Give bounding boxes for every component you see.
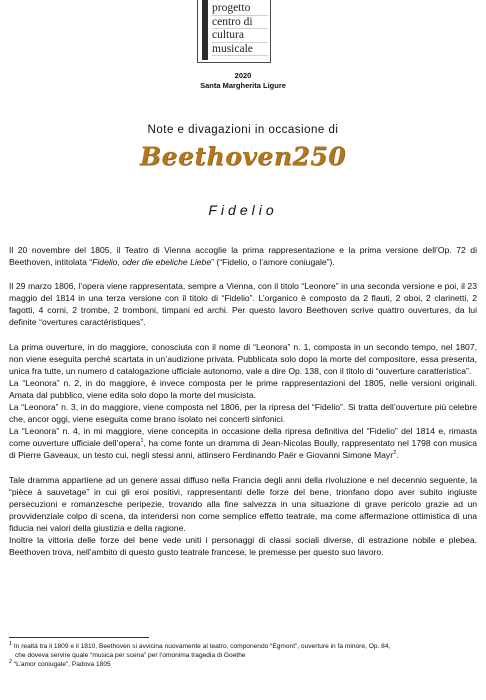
note-title: Note e divagazioni in occasione di [147, 124, 339, 136]
header-place: Santa Margherita Ligure [200, 81, 286, 90]
footnote-ref-2[interactable]: 2 [393, 450, 397, 457]
paragraph-1-italic: Fidelio, oder die ebeliche Liebe [92, 257, 212, 268]
logo [197, 0, 271, 63]
logo-line-3: cultura [212, 29, 268, 43]
paragraph-2: Il 29 marzo 1806, l’opera viene rappresentata, sempre a Vienna, con il titolo “Leonore” in una seconda versione e poi, il 23 maggio del 1814 in una terza versione con il titolo di “Fidelio”. L’organico è composto da 2 flauti, 2 oboi, 2 clarinetti, 2 fagotti, 4 corni, 2 trombe, 2 tromboni, timpani ed archi. Per questo lavoro Beethoven scrive quattro ouvertures, da lui definite “overtures caractéristiques”. [9, 281, 477, 328]
paragraph-3c: La “Leonora” n. 3, in do maggiore, viene composta nel 1806, per la ripresa del “Fidelio”. Si tratta dell’ouverture più celebre che, ancor oggi, viene eseguita come brano isolato nei concerti sinfonici. [9, 402, 477, 425]
footnote-1-text-a: In realtà tra il 1809 e il 1810, Beethoven si avvicina nuovamente al teatro, componendo “Egmont”, ouverture in fa minore, Op. 84, [13, 643, 391, 650]
paragraph-3d-text-b: , ha come fonte un dramma di Jean-Nicolas Boully, rappresentato nel 1798 con musica di Pierre Gaveaux, un testo cui, negli stessi anni, attinsero Ferdinando Paër e Giovanni Simone Mayr [9, 438, 478, 461]
paragraph-3d-text-c: . [396, 450, 399, 461]
beethoven250-title: Beethoven250 [139, 142, 347, 171]
footnote-ref-1[interactable]: 1 [140, 438, 144, 445]
paragraph-3d-text-a: La “Leonora” n. 4, in mi maggiore, viene concepita in occasione della ripresa definitiva del “Fidelio” del 1814 e, rimasta come ouverture ufficiale dell’opera [9, 426, 477, 449]
footnotes [9, 642, 477, 669]
footnote-1-cont: che doveva servire quale “musica per scena” per l’omonima tragedia di Goethe [15, 652, 246, 659]
logo-bar [202, 0, 208, 60]
logo-line-4: musicale [212, 43, 268, 57]
footnote-divider [9, 637, 149, 638]
logo-line-1: progetto [212, 2, 268, 16]
footnote-2-text: “L’amor coniugale”, Padova 1805 [13, 661, 111, 668]
opera-title: Fidelio [208, 202, 278, 218]
footnote-2-mark: 2 [9, 658, 13, 665]
footnote-1 [9, 642, 477, 651]
paragraph-3b: La “Leonora” n. 2, in do maggiore, è invece composta per le prime rappresentazioni del 1805, nelle versioni originali. Amata dal pubblico, viene edita solo dopo la morte del musicista. [9, 377, 477, 400]
footnote-2 [9, 660, 477, 669]
paragraph-4a: Tale dramma appartiene ad un genere assai diffuso nella Francia degli anni della rivoluzione e nel decennio seguente, la “pièce à sauvetage” in cui gli eroi positivi, rappresentanti delle forze del bene, trionfano dopo aver subito ingiuste persecuzioni e romanzesche peripezie, trovando alla fine salvezza in una situazione di grave pericolo grazie ad un provvidenziale colpo di scena, da intendersi non come semplice effetto teatrale, ma come affermazione ottimistica di una fiducia nei valori della giustizia e della ragione. [9, 474, 477, 533]
logo-text [212, 2, 268, 56]
paragraph-1-text: Il 20 novembre del 1805, il Teatro di Vienna accoglie la prima rappresentazione e la prima versione dell’Op. 72 di Beethoven, intitolata “ [9, 245, 477, 268]
logo-line-2: centro di [212, 16, 268, 30]
paragraph-1 [9, 244, 477, 268]
paragraph-3a: La prima ouverture, in do maggiore, conosciuta con il nome di “Leonora” n. 1, composta in un secondo tempo, nel 1807, non viene eseguita perché scartata in un’audizione privata. Pubblicata solo dopo la morte del compositore, essa presenta, unica fra tutte, un numero d catalogazione ufficiale autonomo, vale a dire Op. 138, con il titolo di “ouverture caratteristica”. [9, 341, 477, 376]
header-year: 2020 [234, 71, 252, 80]
paragraph-4b: Inoltre la vittoria delle forze del bene vede uniti i personaggi di classi sociali diverse, di estrazione nobile e plebea. Beethoven trova, nell’ambito di questo gusto teatrale francese, le premesse per questo suo lavoro. [9, 534, 477, 558]
paragraph-3d [9, 425, 477, 461]
body-text [9, 244, 477, 558]
paragraph-1-end: ” (“Fidelio, o l’amore coniugale”). [211, 257, 335, 268]
footnote-1-mark: 1 [9, 640, 13, 647]
